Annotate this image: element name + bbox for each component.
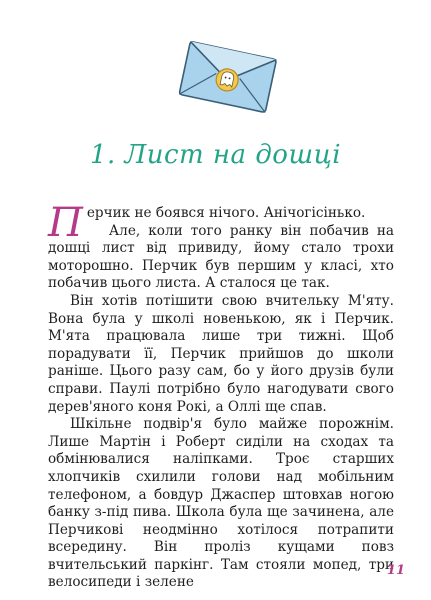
paragraph: Він хотів потішити свою вчительку М'яту. Вона була у школі новенькою, як і Перчик. М'ята працювала лише три тижні. Щоб порадувати її, Перчик прийшов до школи раніше. Цього разу сам, бо у його друзів були справи. Паулі потрібно було нагодувати свого дерев'яного коня Рокі, а Оллі ще спав. (48, 292, 394, 415)
paragraph: Але, коли того ранку він побачив на дошці лист від привиду, йому стало трохи моторошно. Перчик був першим у класі, хто побачив цього листа. А сталося це так. (48, 222, 394, 292)
paragraph: Шкільне подвір'я було майже порожнім. Лише Мартін і Роберт сиділи на сходах та обмінювалися наліпками. Троє старших хлопчиків схилили голови над мобільним телефоном, а бовдур Джаспер штовхав ногою банку з-під пива. Школа була ще зачинена, але Перчикові неодмінно хотілося потрапити всередину. Він проліз кущами повз вчительський паркінг. Там стояли мопед, три велосипеди і зелене (48, 416, 394, 591)
paragraph (48, 200, 394, 246)
chapter-title: 1. Лист на дошці (89, 140, 342, 170)
paragraph-text: ерчик не боявся нічого. Анічогісінько. (86, 205, 366, 221)
drop-cap: П (48, 200, 83, 246)
envelope-with-ghost-seal-icon (170, 36, 286, 116)
page-number: 11 (386, 563, 405, 578)
story-text (48, 200, 394, 592)
